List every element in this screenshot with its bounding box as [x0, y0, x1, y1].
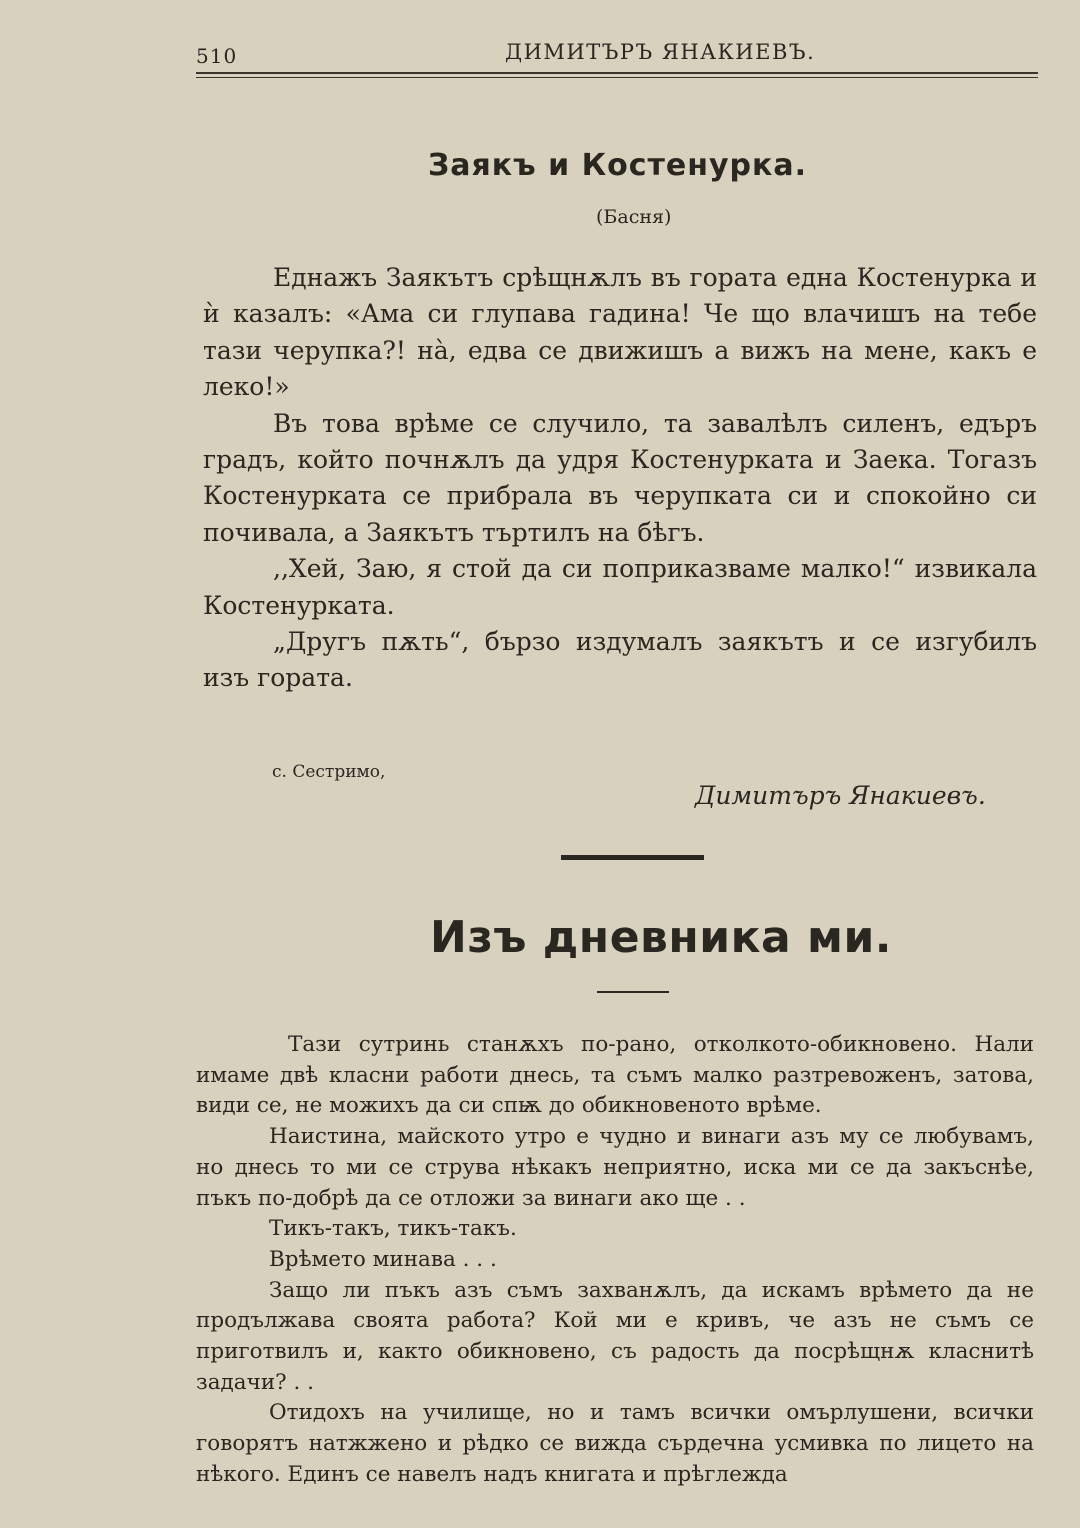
diary-paragraph: Врѣмето минава . . . [269, 1246, 497, 1272]
diary-title: Изъ дневника ми. [430, 912, 893, 963]
title-underline [597, 991, 669, 993]
diary-paragraph: Отидохъ на училище, но и тамъ всички омърлушени, всички говорятъ натжжено и рѣдко се вижда сърдечна усмивка по лицето на нѣкого. Единъ се навелъ надъ книгата и прѣглежда [196, 1400, 1034, 1487]
place-line: с. Сестримо, [272, 762, 386, 782]
fable-title: Заякъ и Костенурка. [427, 148, 808, 183]
fable-text [203, 260, 1037, 697]
section-separator [561, 855, 704, 860]
diary-paragraph: Тази сутринь станѫхъ по-рано, отколкото-обикновено. Нали имаме двѣ класни работи днесь, та съмъ малко разтревоженъ, затова, види се, не можихъ да си спѭ до обикновеното врѣме. [196, 1032, 1034, 1119]
fable-genre: (Басня) [596, 206, 672, 228]
running-title: ДИМИТЪРЪ ЯНАКИЕВЪ. [505, 40, 816, 64]
diary-paragraph: Тикъ-такъ, тикъ-такъ. [269, 1216, 517, 1242]
fable-paragraph: „Другъ пѫть“, бързо издумалъ заякътъ и се изгубилъ изъ гората. [203, 627, 1037, 693]
header-rule-thin [196, 77, 1038, 78]
fable-paragraph: Еднажъ Заякътъ срѣщнѫлъ въ гората една Костенурка и ѝ казалъ: «Ама си глупава гадина! Че що влачишъ на тебе тази черупка?! нà, едва се движишъ а вижъ на мене, какъ е леко!» [203, 263, 1037, 402]
diary-paragraph: Защо ли пъкъ азъ съмъ захванѫлъ, да искамъ врѣмето да не продължава своята работа? Кой ми е кривъ, че азъ не съмъ се приготвилъ и, както обикновено, съ радость да посрѣщнѫ класнитѣ задачи? . . [196, 1277, 1034, 1395]
page-number: 510 [196, 44, 238, 68]
fable-paragraph: Въ това врѣме се случило, та завалѣлъ силенъ, едъръ градъ, който почнѫлъ да удря Костенурката и Заека. Тогазъ Костенурката се прибрала въ черупката си и спокойно си почивала, а Заякътъ търтилъ на бѣгъ. [203, 408, 1037, 547]
diary-text [196, 1030, 1034, 1491]
fable-paragraph: ,,Хей, Заю, я стой да си поприказваме малко!“ извикала Костенурката. [203, 554, 1037, 620]
diary-paragraph: Наистина, майското утро е чудно и винаги азъ му се любувамъ, но днесь то ми се струва нѣкакъ неприятно, иска ми се да закъснѣе, пъкъ по-добрѣ да се отложи за винаги ако ще . . [196, 1124, 1034, 1211]
header-rule [196, 72, 1038, 74]
author-signature: Димитъръ Янакиевъ. [695, 781, 986, 810]
